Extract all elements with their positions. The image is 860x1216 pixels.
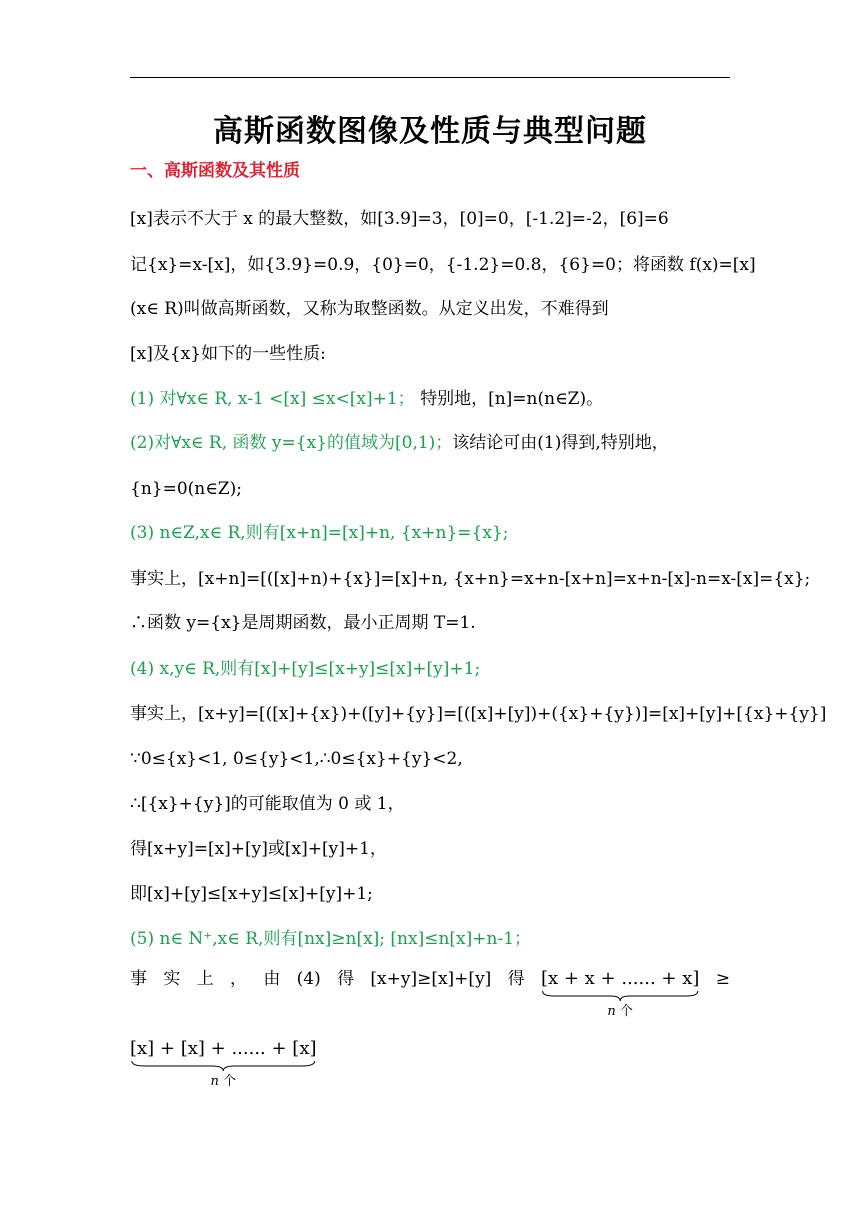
page-title: 高斯函数图像及性质与典型问题 xyxy=(213,114,647,149)
intro-line-2: 记{x}=x-[x]，如{3.9}=0.9，{0}=0，{-1.2}=0.8，{6}=0；将函数 f(x)=[x] xyxy=(130,255,756,275)
underbrace-expression: [x + x + ...... + x] xyxy=(540,968,700,989)
property-1 xyxy=(130,388,603,410)
property-4-proof-3: ∴[{x}+{y}]的可能取值为 0 或 1， xyxy=(130,794,405,814)
property-4-proof-2: ∵0≤{x}<1, 0≤{y}<1,∴0≤{x}+{y}<2, xyxy=(130,749,463,769)
proof-word: 得 xyxy=(337,969,355,989)
header-rule xyxy=(130,77,730,78)
property-3-statement: (3) n∈Z,x∈ R,则有[x+n]=[x]+n, {x+n}={x}; xyxy=(130,523,509,543)
property-4-proof-1: 事实上，[x+y]=[([x]+{x})+([y]+{y}]=[([x]+[y])+({x}+{y})]=[x]+[y]+[{x}+{y}] xyxy=(130,704,827,724)
proof-word: 由 xyxy=(263,969,281,989)
underbrace-sum-x xyxy=(541,968,699,1023)
proof-word: (4) xyxy=(296,969,321,989)
proof-word: 上 xyxy=(196,969,214,989)
underbrace-count: n 个 xyxy=(210,1074,237,1089)
underbrace-sum-floor-x xyxy=(130,1038,317,1093)
property-3-proof-1: 事实上，[x+n]=[([x]+n)+{x}]=[x]+n, {x+n}=x+n-[x+n]=x+n-[x]-n=x-[x]={x}; xyxy=(130,569,811,589)
property-2-note: 该结论可由(1)得到,特别地， xyxy=(452,433,669,453)
geq-symbol: ≥ xyxy=(715,969,730,989)
section-heading: 一、高斯函数及其性质 xyxy=(130,161,300,181)
intro-line-3: (x∈ R)叫做高斯函数，又称为取整函数。从定义出发，不难得到 xyxy=(130,299,609,319)
property-5-statement: (5) n∈ N⁺,x∈ R,则有[nx]≥n[x]; [nx]≤n[x]+n-1； xyxy=(130,929,532,949)
property-2-statement: (2)对∀x∈ R, 函数 y={x}的值域为[0,1)； xyxy=(130,433,453,453)
property-1-note: 特别地，[n]=n(n∈Z)。 xyxy=(414,389,604,409)
proof-word: [x+y]≥[x]+[y] xyxy=(370,969,492,989)
property-2-continuation: {n}=0(n∈Z); xyxy=(130,479,242,499)
property-4-proof-5: 即[x]+[y]≤[x+y]≤[x]+[y]+1; xyxy=(130,884,373,904)
property-4-proof-4: 得[x+y]=[x]+[y]或[x]+[y]+1， xyxy=(130,839,387,859)
proof-word: 实 xyxy=(163,969,181,989)
proof-word: 事 xyxy=(130,969,147,989)
property-2 xyxy=(130,432,669,454)
proof-word: ， xyxy=(229,969,247,989)
property-5-proof-line-2 xyxy=(130,1038,317,1093)
property-4-statement: (4) x,y∈ R,则有[x]+[y]≤[x+y]≤[x]+[y]+1; xyxy=(130,659,481,679)
underbrace-count: n 个 xyxy=(607,1004,633,1019)
intro-line-4: [x]及{x}如下的一些性质: xyxy=(130,344,326,364)
underbrace-expression: [x] + [x] + ...... + [x] xyxy=(130,1038,317,1059)
intro-line-1: [x]表示不大于 x 的最大整数，如[3.9]=3，[0]=0，[-1.2]=-2，[6]=6 xyxy=(130,209,669,229)
property-3-proof-2: ∴函数 y={x}是周期函数，最小正周期 T=1. xyxy=(130,613,476,633)
property-1-statement: (1) 对∀x∈ R, x-1 <[x] ≤x<[x]+1； xyxy=(130,389,415,409)
proof-word: 得 xyxy=(507,969,525,989)
property-5-proof-line-1 xyxy=(130,968,730,1023)
